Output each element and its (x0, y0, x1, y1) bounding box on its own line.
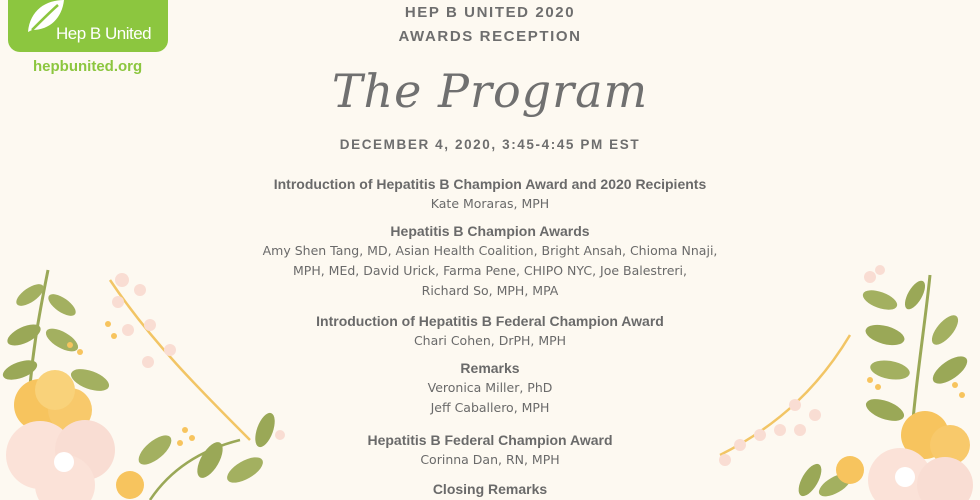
program-item-speaker: Kate Moraras, MPH (430, 196, 550, 211)
event-type-heading: AWARDS RECEPTION (398, 28, 582, 45)
program-item-title: Remarks (460, 360, 520, 376)
program-item-speaker: Jeff Caballero, MPH (430, 400, 550, 415)
program-item-speaker: Richard So, MPH, MPA (421, 283, 559, 298)
berry-branch-icon (719, 335, 850, 466)
logo-url-link[interactable]: hepbunited.org (33, 58, 143, 75)
berry-branch-icon (67, 273, 250, 440)
leaf-branch-icon (116, 410, 279, 500)
page-title: The Program (331, 64, 649, 118)
program-item (190, 175, 790, 214)
floral-decoration-right (700, 255, 980, 500)
event-org-heading: HEP B UNITED 2020 (404, 4, 576, 21)
flower-icon (6, 420, 115, 500)
floral-decoration-left (0, 250, 310, 500)
program-item-title: Hepatitis B Champion Awards (390, 223, 590, 239)
program-item-title: Introduction of Hepatitis B Champion Award and 2020 Recipients (273, 176, 707, 192)
program-item-speaker: Chari Cohen, DrPH, MPH (413, 333, 567, 348)
leaf-branch-icon (794, 456, 864, 500)
program-item-speaker: Corinna Dan, RN, MPH (420, 452, 560, 467)
program-item-title: Introduction of Hepatitis B Federal Champion Award (316, 313, 664, 329)
program-item-speaker: MPH, MEd, David Urick, Farma Pene, CHIPO NYC, Joe Balestreri, (293, 263, 687, 278)
event-date: DECEMBER 4, 2020, 3:45-4:45 PM EST (339, 137, 641, 152)
program-item-speaker: Amy Shen Tang, MD, Asian Health Coalition, Bright Ansah, Chioma Nnaji, (262, 243, 718, 258)
program-item-title: Hepatitis B Federal Champion Award (367, 432, 613, 448)
program-item-title: Closing Remarks (432, 481, 548, 497)
program-item-speaker: Veronica Miller, PhD (427, 380, 553, 395)
logo-name: Hep B United (56, 24, 152, 43)
